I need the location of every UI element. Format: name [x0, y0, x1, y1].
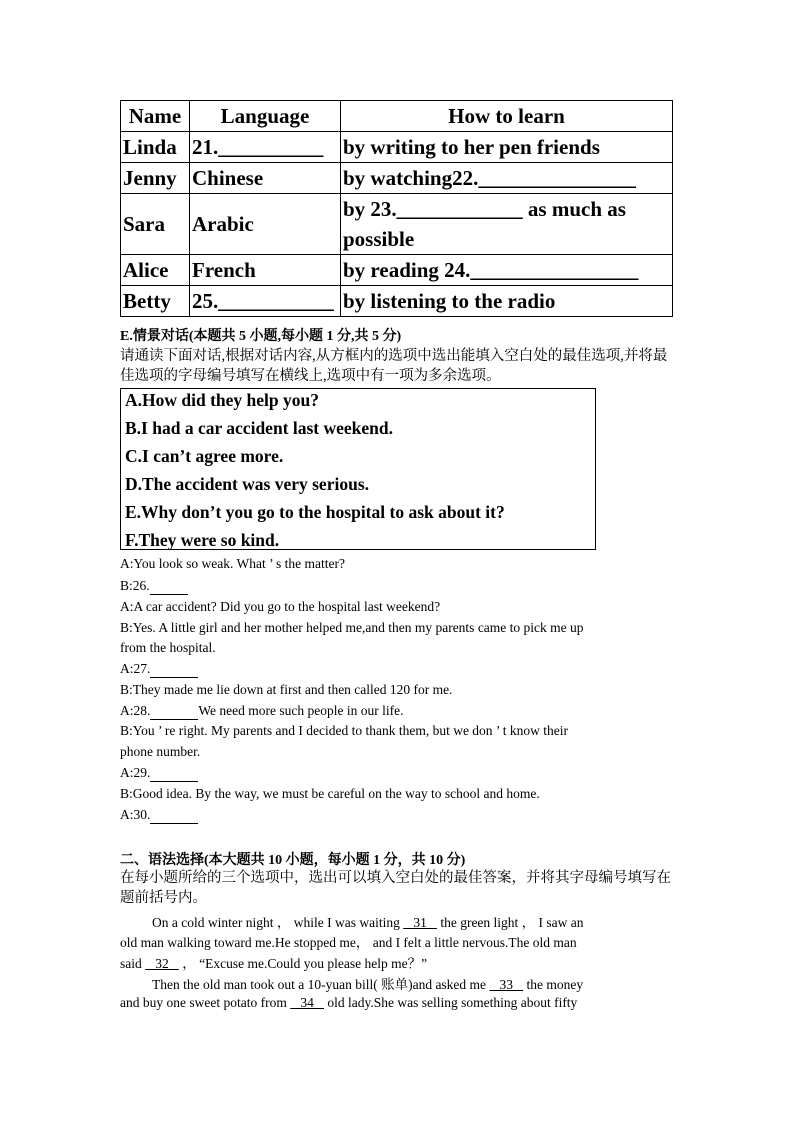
cell-how: by writing to her pen friends — [341, 132, 673, 163]
cell-name: Betty — [121, 286, 190, 317]
dialogue-line: A:A car accident? Did you go to the hospital last weekend? — [120, 599, 441, 614]
header-language: Language — [190, 101, 341, 132]
cell-how: by watching22._______________ — [341, 163, 673, 194]
cell-language: 21.__________ — [190, 132, 341, 163]
dialogue-line-label: A:30. — [120, 807, 151, 822]
cell-how: by reading 24.________________ — [341, 255, 673, 286]
table-header-row — [121, 101, 673, 132]
passage-text: On a cold winter night ， while I was waiting — [152, 915, 400, 930]
dialogue-line: A:You look so weak. What ’ s the matter? — [120, 556, 345, 571]
answer-blank-30[interactable] — [150, 807, 198, 824]
dialogue-line: phone number. — [120, 744, 201, 759]
header-name: Name — [121, 101, 190, 132]
option-c: C.I can’t agree more. — [125, 446, 284, 466]
cell-language: Arabic — [190, 194, 341, 255]
dialogue-line-29 — [120, 765, 198, 782]
option-e: E.Why don’t you go to the hospital to ask about it? — [125, 502, 505, 522]
dialogue-line-27 — [120, 661, 198, 678]
passage-text: ， “Excuse me.Could you please help me？” — [182, 956, 428, 971]
table-row — [121, 132, 673, 163]
answer-blank-31[interactable]: 31 — [403, 915, 437, 930]
passage-line — [120, 995, 577, 1011]
passage-text: said — [120, 956, 142, 971]
table-row — [121, 163, 673, 194]
cell-language: Chinese — [190, 163, 341, 194]
dialogue-line: from the hospital. — [120, 640, 216, 655]
dialogue-line-26 — [120, 578, 188, 595]
options-box — [120, 388, 596, 550]
answer-blank-27[interactable] — [150, 661, 198, 678]
answer-blank-26[interactable] — [150, 578, 188, 595]
passage-line — [120, 952, 427, 972]
cell-language: French — [190, 255, 341, 286]
dialogue-line-label: A:29. — [120, 765, 151, 780]
dialogue-line: B:Good idea. By the way, we must be careful on the way to school and home. — [120, 786, 540, 801]
option-b: B.I had a car accident last weekend. — [125, 418, 394, 438]
cell-language: 25.___________ — [190, 286, 341, 317]
cell-name: Jenny — [121, 163, 190, 194]
passage-text: old lady.She was selling something about fifty — [327, 995, 578, 1010]
dialogue-line-28 — [120, 703, 403, 720]
passage-text: and buy one sweet potato from — [120, 995, 287, 1010]
passage-text: the money — [526, 977, 584, 992]
answer-blank-34[interactable]: 34 — [290, 995, 324, 1010]
table-row — [121, 255, 673, 286]
section-e-title: E.情景对话(本题共 5 小题,每小题 1 分,共 5 分) — [120, 329, 402, 344]
option-a: A.How did they help you? — [125, 390, 319, 410]
passage-text: the green light ， I saw an — [440, 915, 584, 930]
table-row — [121, 286, 673, 317]
cell-name: Linda — [121, 132, 190, 163]
answer-blank-32[interactable]: 32 — [145, 956, 179, 971]
answer-blank-29[interactable] — [150, 765, 198, 782]
section-2-title: 二、语法选择(本大题共 10 小题，每小题 1 分，共 10 分) — [120, 853, 466, 868]
passage-line: old man walking toward me.He stopped me， and I felt a little nervous.The old man — [120, 935, 577, 950]
cell-name: Alice — [121, 255, 190, 286]
dialogue-line-30 — [120, 807, 198, 824]
cell-how: by 23.____________ as much as possible — [341, 194, 673, 255]
passage-text: Then the old man took out a 10-yuan bill( 账单)and asked me — [152, 977, 487, 992]
dialogue-line: B:You ’ re right. My parents and I decided to thank them, but we don ’ t know their — [120, 723, 569, 738]
dialogue-line: B:Yes. A little girl and her mother helped me,and then my parents came to pick me up — [120, 620, 584, 635]
dialogue-line: B:They made me lie down at first and then called 120 for me. — [120, 682, 453, 697]
cell-name: Sara — [121, 194, 190, 255]
section-e-instruction: 请通读下面对话,根据对话内容,从方框内的选项中选出能填入空白处的最佳选项,并将最佳选项的字母编号填写在横线上,选项中有一项为多余选项。 — [120, 348, 668, 384]
passage-line — [152, 973, 583, 993]
dialogue-line-label: A:27. — [120, 661, 151, 676]
cell-how: by listening to the radio — [341, 286, 673, 317]
option-d: D.The accident was very serious. — [125, 474, 370, 494]
header-how: How to learn — [341, 101, 673, 132]
section-2-instruction: 在每小题所给的三个选项中，选出可以填入空白处的最佳答案，并将其字母编号填写在题前括号内。 — [120, 870, 671, 906]
option-f: F.They were so kind. — [125, 530, 280, 550]
answer-blank-33[interactable]: 33 — [489, 977, 524, 992]
answer-blank-28[interactable] — [150, 703, 198, 720]
table-row — [121, 194, 673, 255]
dialogue-line-label: B:26. — [120, 578, 150, 593]
dialogue-line-text: We need more such people in our life. — [198, 703, 404, 718]
dialogue-line-label: A:28. — [120, 703, 151, 718]
passage-line — [152, 911, 584, 931]
language-table — [120, 100, 673, 317]
